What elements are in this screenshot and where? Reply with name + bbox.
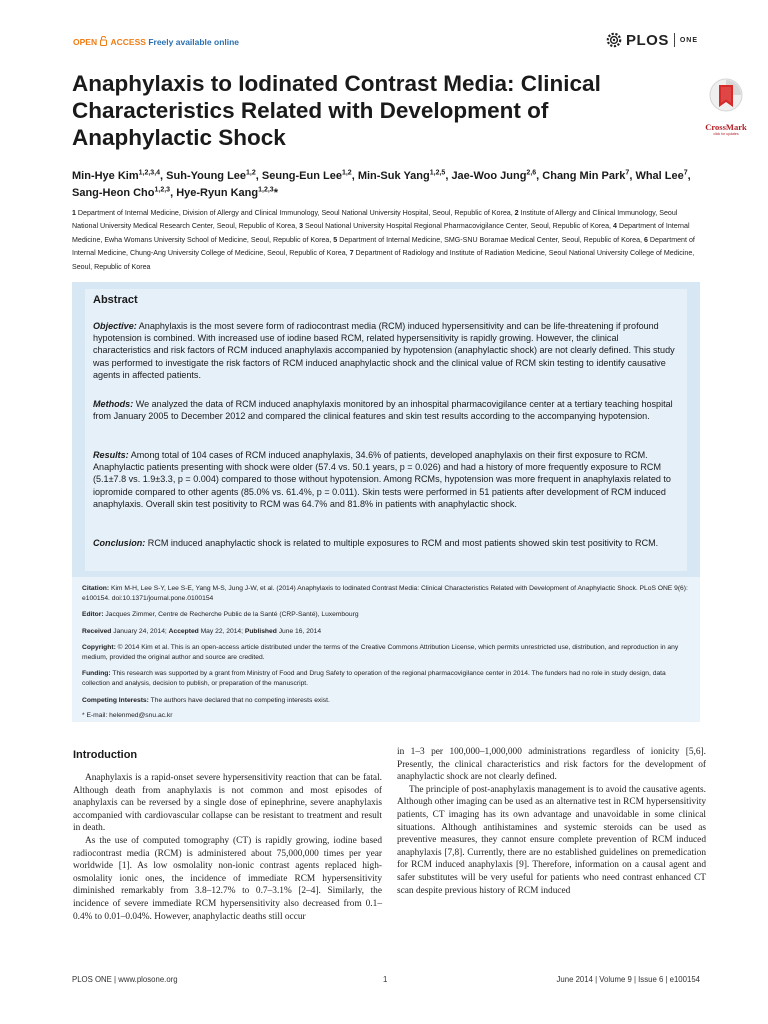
oa-access-text: ACCESS (110, 37, 146, 47)
footer-journal: PLOS ONE | www.plosone.org (72, 975, 178, 984)
page-number: 1 (383, 975, 388, 984)
accepted-label: Accepted (168, 628, 199, 635)
methods-text: We analyzed the data of RCM induced anaphylaxis monitored by an inhospital pharmacovigilance center at a tertiary teaching hospital from January 2005 to December 2012 and compared the clinical features and skin test results according to the accompanying hypotension. (93, 399, 673, 422)
logo-divider (674, 33, 675, 47)
editor-text: Jacques Zimmer, Centre de Recherche Public de la Santé (CRP-Santé), Luxembourg (105, 611, 359, 618)
objective-label: Objective: (93, 321, 137, 331)
copyright-label: Copyright: (82, 644, 116, 651)
body-paragraph: As the use of computed tomography (CT) is rapidly growing, iodine based radiocontrast media (RCM) is administered about 75,000,000 times per year worldwide [1]. As low osmolality non-ionic contrast agents replaced high-osmolality ionic ones, the incidence of immediate RCM hypersensitivity diminished remarkably from 3.8–12.7% to 0.7–3.1% [2–4]. Similarly, the incidence of severe immediate RCM hypersensitivity also decreased from 0.1–0.4% to 0.01–0.04%. However, anaphylactic deaths still occur (73, 835, 382, 922)
author-affiliation-marker: 2,6 (526, 169, 537, 177)
author-name: Seung-Eun Lee (261, 170, 342, 182)
author-affiliation-marker: 1,2 (246, 169, 256, 177)
methods-label: Methods: (93, 399, 134, 409)
abstract-objective (93, 320, 678, 381)
author-name: Min-Hye Kim (72, 170, 139, 182)
crossmark-label: CrossMark (705, 122, 747, 132)
received-label: Received (82, 628, 112, 635)
author-affiliation-marker: 1,2,3 (154, 186, 171, 194)
email-link[interactable]: helenmed@snu.ac.kr (109, 712, 173, 719)
author-name: Chang Min Park (542, 170, 626, 182)
results-label: Results: (93, 450, 129, 460)
published-label: Published (244, 628, 277, 635)
introduction-heading: Introduction (73, 749, 138, 761)
body-paragraph: The principle of post-anaphylaxis management is to avoid the causative agents. Although other imaging can be used as an alternative test in RCM hypersensitivity patients, CT imaging has its own advantage and unavoidable in some clinical situations. Although antihistamines and systemic steroids can be used as preventive measures, they cannot ensure complete prevention of RCM induced anaphylaxis [7,8]. Currently, there are no established guidelines on premedication for RCM induced anaphylaxis [9]. Therefore, information on a causal agent and safer substitutes will be very useful for patients who need contrast enhanced CT scan despite previous history of RCM induced (397, 784, 706, 896)
published-date: June 16, 2014 (278, 628, 322, 635)
conclusion-text: RCM induced anaphylactic shock is related to multiple exposures to RCM and most patients showed skin test positivity to RCM. (147, 538, 659, 548)
open-lock-icon (100, 36, 107, 46)
author-name: Min-Suk Yang (357, 170, 430, 182)
competing-label: Competing Interests: (82, 697, 149, 704)
funding-text: This research was supported by a grant from Ministry of Food and Drug Safety to operation of the regional pharmacovigilance center in 2014. The funders had no role in study design, data collection and analysis, decision to publish, or preparation of the manuscript. (82, 670, 666, 687)
author-affiliation-marker: 1,2,3,4 (138, 169, 161, 177)
citation-line (82, 584, 692, 604)
abstract-methods (93, 398, 678, 422)
plos-wordmark: PLOS (625, 31, 669, 49)
copyright-text: © 2014 Kim et al. This is an open-access article distributed under the terms of the Creative Commons Attribution License, which permits unrestricted use, distribution, and reproduction in any medium, provided the original author and source are credited. (82, 644, 679, 661)
abstract-heading: Abstract (93, 294, 138, 306)
author-affiliation-marker: 1,2 (341, 169, 352, 177)
body-paragraph: in 1–3 per 100,000–1,000,000 administrations regardless of ionicity [5,6]. Presently, the clinical characteristics and risk factors for the development of anaphylactic shock are not clearly defined. (397, 747, 706, 783)
citation-label: Citation: (82, 585, 110, 592)
plos-one-logo (604, 30, 698, 50)
open-access-banner (73, 36, 239, 47)
body-column-left (73, 772, 382, 923)
competing-interests-line (82, 696, 692, 706)
plos-gear-icon (604, 30, 624, 50)
conclusion-label: Conclusion: (93, 538, 146, 548)
oa-free-text: Freely available online (148, 37, 240, 47)
editor-label: Editor: (82, 611, 104, 618)
footer-issue: June 2014 | Volume 9 | Issue 6 | e100154 (556, 975, 700, 984)
body-column-right (397, 746, 706, 897)
body-paragraph: Anaphylaxis is a rapid-onset severe hypersensitivity reaction that can be fatal. Although death from anaphylaxis is not common and most episodes of anaphylaxis can be reversed by a single dose of epinephrine, severe anaphylaxis accompanied with cardiovascular collapse can be resistant to treatment and result in death. (73, 773, 382, 834)
accepted-date: May 22, 2014; (200, 628, 243, 635)
article-title: Anaphylaxis to Iodinated Contrast Media: Clinical Characteristics Related with Development of Anaphylactic Shock (72, 71, 601, 150)
competing-text: The authors have declared that no competing interests exist. (150, 697, 330, 704)
funding-label: Funding: (82, 670, 111, 677)
author-affiliation-marker: 7 (625, 169, 630, 177)
crossmark-badge[interactable] (700, 78, 752, 136)
author-affiliation-marker: 1,2,3 (258, 186, 274, 194)
one-wordmark: ONE (679, 36, 698, 44)
citation-text: Kim M-H, Lee S-Y, Lee S-E, Yang M-S, Jung J-W, et al. (2014) Anaphylaxis to Iodinated Contrast Media: Clinical Characteristics Related with Development of Anaphylactic Shock. PLoS ONE 9(6): e100154. doi:10.1371/journal.pone.0100154 (82, 585, 688, 602)
crossmark-sublabel: click for updates (713, 132, 739, 136)
corresponding-author-marker: * (273, 187, 278, 199)
abstract-conclusion (93, 537, 678, 549)
author-name: Sang-Heon Cho (72, 187, 155, 199)
editor-line (82, 610, 692, 620)
abstract-results (93, 449, 678, 510)
received-date: January 24, 2014; (113, 628, 167, 635)
author-affiliation-marker: 1,2,5 (429, 169, 446, 177)
dates-line (82, 627, 692, 637)
affiliations: 1 Department of Internal Medicine, Division of Allergy and Clinical Immunology, Seoul National University Hospital, Seoul, Republic of Korea, 2 Institute of Allergy and Clinical Immunology, Seoul National University Medical Research Center, Seoul, Republic of Korea, 3 Seoul National University Hospital Regional Pharmacovigilance Center, Seoul, Republic of Korea, 4 Department of Internal Medicine, Ewha Womans University School of Medicine, Seoul, Republic of Korea, 5 Department of Internal Medicine, SMG-SNU Boramae Medical Center, Seoul, Republic of Korea, 6 Department of Internal Medicine, Chung-Ang University College of Medicine, Seoul, Republic of Korea, 7 Department of Radiology and Institute of Radiation Medicine, Seoul National University College of Medicine, Seoul, Republic of Korea (72, 209, 695, 271)
author-affiliation-marker: 7 (683, 169, 688, 177)
author-name: Hye-Ryun Kang (176, 187, 259, 199)
funding-line (82, 669, 692, 689)
results-text: Among total of 104 cases of RCM induced anaphylaxis, 34.6% of patients, developed anaphylaxis on their first exposure to RCM. Anaphylactic patients presenting with shock were older (57.4 vs. 50.1 years, p = 0.026) and had a history of more frequently exposure to RCM (5.1±7.8 vs. 1.9±3.3, p = 0.004) compared to those without hypotension. Among RCMs, hypotension was more frequent in anaphylaxis related to iopromide compared to other agents (85.0% vs. 61.4%, p = 0.011). Skin tests were performed in 51 patients after development of RCM induced anaphylaxis. Overall skin test positivity to RCM was 64.7% and 81.8% in patients with anaphylactic shock. (93, 450, 671, 509)
objective-text: Anaphylaxis is the most severe form of radiocontrast media (RCM) induced hypersensitivity and can be life-threatening if profound hypotension is combined. With increased use of iodine based RCM, related hypersensitivity is rapidly growing. However, the clinical characteristics and risk factors of RCM induced anaphylaxis accompanied by hypotension (anaphylactic shock) are not clearly defined. This study was performed to investigate the risk factors of RCM induced anaphylactic shock and the clinical value of RCM skin testing to identify causative agents in affected patients. (93, 321, 675, 380)
author-name: Suh-Young Lee (166, 170, 247, 182)
email-label: * E-mail: (82, 712, 108, 719)
copyright-line (82, 643, 692, 663)
author-name: Whal Lee (635, 170, 684, 182)
oa-open-text: OPEN (73, 37, 98, 47)
email-line (82, 711, 692, 721)
crossmark-icon (708, 78, 744, 116)
author-list: Min-Hye Kim$^{1,2,3,4}$, Suh-Young Lee$^{1,2}$, Seung-Eun Lee$^{1,2}$, Min-Suk Yang$^{1,2,5}$, Jae-Woo Jung$^{2,6}$, Chang Min Park$^7$, Whal Lee$^7$, Sang-Heon Cho$^{1,2,3}$, Hye-Ryun Kang$^{1,2,3}$* (72, 169, 691, 199)
author-name: Jae-Woo Jung (451, 170, 527, 182)
